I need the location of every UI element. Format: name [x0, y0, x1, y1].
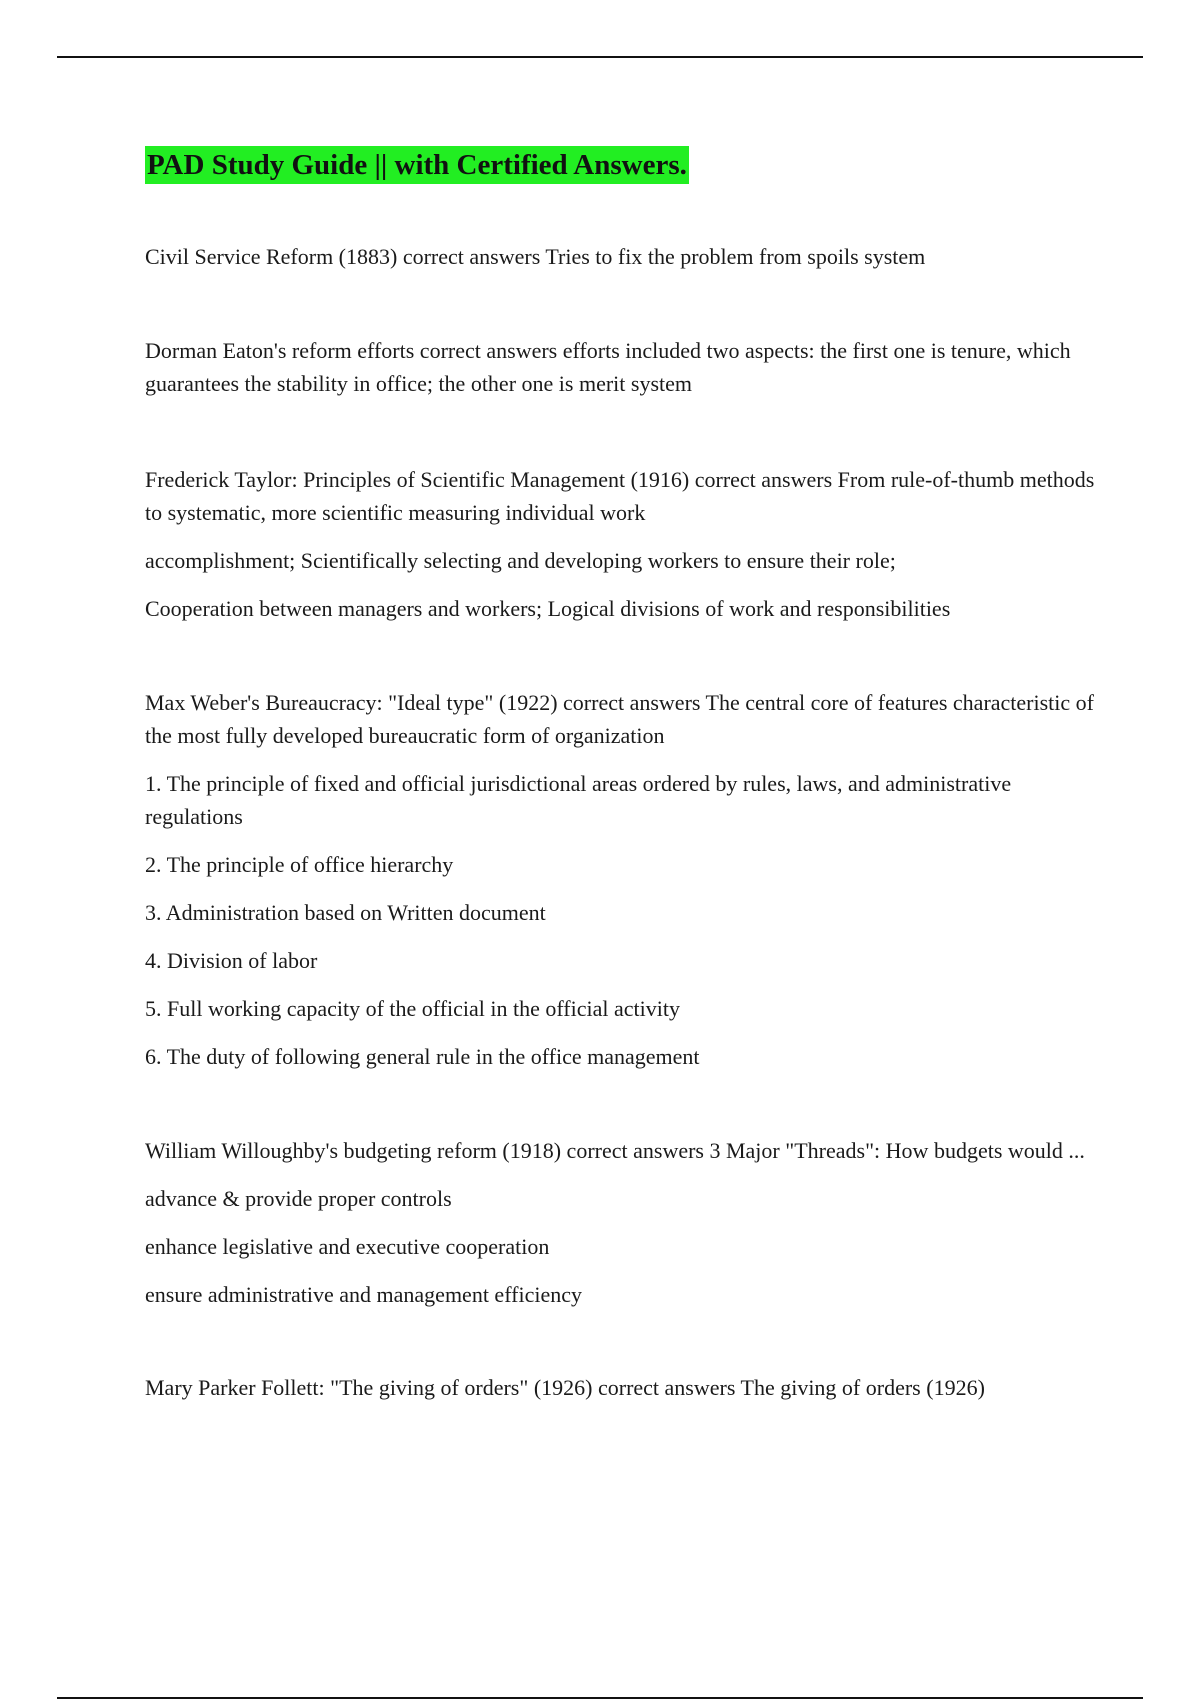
- entry-text: Mary Parker Follett: "The giving of orders" (1926) correct answers The giving of orders (1926): [145, 1375, 985, 1400]
- entry-line: ensure administrative and management efficiency: [145, 1282, 582, 1307]
- list-item: 1. The principle of fixed and official jurisdictional areas ordered by rules, laws, and administrative regulations: [145, 771, 1012, 829]
- entry-line: enhance legislative and executive cooperation: [145, 1234, 550, 1259]
- entry-text: Frederick Taylor: Principles of Scientific Management (1916) correct answers From rule-of-thumb methods to systematic, more scientific measuring individual work: [145, 467, 1095, 525]
- qa-entry: [145, 1134, 1105, 1311]
- qa-entry: [145, 240, 1105, 273]
- top-rule: [57, 56, 1143, 58]
- entry-line: advance & provide proper controls: [145, 1186, 452, 1211]
- entry-text: Civil Service Reform (1883) correct answers Tries to fix the problem from spoils system: [145, 244, 926, 269]
- list-item: 4. Division of labor: [145, 948, 318, 973]
- qa-entry: [145, 463, 1105, 625]
- list-item: 3. Administration based on Written document: [145, 900, 546, 925]
- entry-text: William Willoughby's budgeting reform (1918) correct answers 3 Major "Threads": How budgets would ...: [145, 1138, 1085, 1163]
- list-item: 2. The principle of office hierarchy: [145, 852, 454, 877]
- list-item: 6. The duty of following general rule in the office management: [145, 1044, 700, 1069]
- qa-entry: [145, 686, 1105, 1073]
- list-item: 5. Full working capacity of the official in the official activity: [145, 996, 680, 1021]
- document-body: [145, 146, 1105, 1404]
- qa-entry: [145, 334, 1105, 400]
- entry-text: Dorman Eaton's reform efforts correct answers efforts included two aspects: the first one is tenure, which guarantees the stability in office; the other one is merit system: [145, 338, 1071, 396]
- entry-text: Max Weber's Bureaucracy: "Ideal type" (1922) correct answers The central core of features characteristic of the most fully developed bureaucratic form of organization: [145, 690, 1094, 748]
- document-title: PAD Study Guide || with Certified Answers.: [145, 146, 689, 184]
- entry-line: accomplishment; Scientifically selecting and developing workers to ensure their role;: [145, 548, 896, 573]
- bottom-rule: [57, 1697, 1143, 1699]
- qa-entry: [145, 1371, 1105, 1404]
- entry-line: Cooperation between managers and workers; Logical divisions of work and responsibilities: [145, 596, 951, 621]
